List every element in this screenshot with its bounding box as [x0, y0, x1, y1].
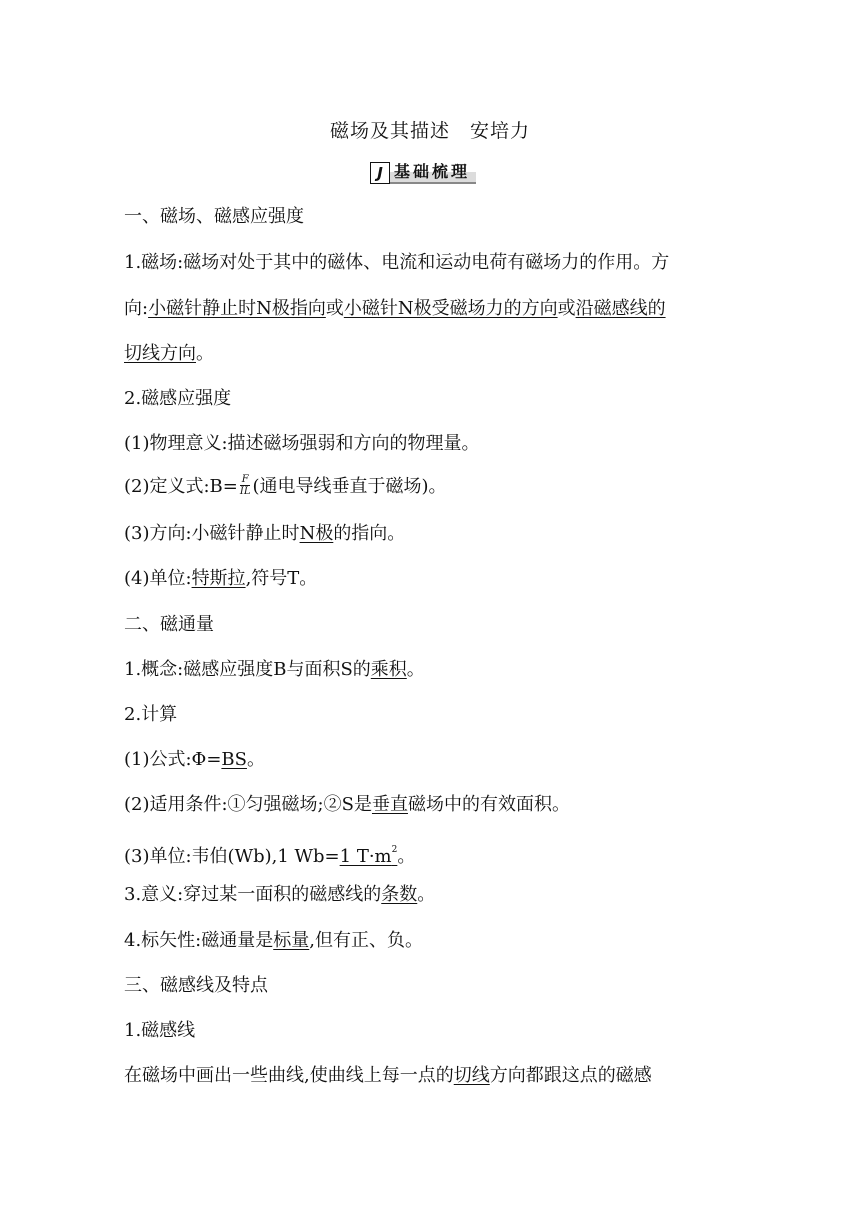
flux-scalar — [124, 929, 423, 953]
underlined-answer — [340, 846, 398, 867]
text: 。 — [397, 846, 416, 867]
underlined-answer: 条数 — [381, 884, 418, 905]
text: (3)单位:韦伯(Wb),1 Wb= — [124, 846, 340, 867]
underlined-answer: 小磁针N极受磁场力的方向 — [343, 298, 558, 319]
text: 。 — [417, 884, 436, 905]
text: 1 T·m — [339, 846, 392, 867]
badge-letter: J — [370, 162, 390, 184]
field-lines-definition — [124, 1064, 652, 1088]
flux-meaning — [124, 883, 435, 907]
text: 4.标矢性:磁通量是 — [124, 930, 274, 951]
paragraph-magnetic-field-line1: 1.磁场:磁场对处于其中的磁体、电流和运动电荷有磁场力的作用。方 — [124, 252, 670, 273]
text: (3)方向:小磁针静止时 — [124, 523, 300, 544]
section-heading-2: 二、磁通量 — [124, 614, 214, 635]
text: (4)单位: — [124, 568, 192, 589]
text: (通电导线垂直于磁场)。 — [252, 476, 447, 497]
subheading-magnetic-induction: 2.磁感应强度 — [124, 388, 232, 409]
text: 在磁场中画出一些曲线,使曲线上每一点的 — [124, 1065, 454, 1086]
subheading-calculation: 2.计算 — [124, 704, 178, 725]
subheading-field-lines: 1.磁感线 — [124, 1020, 196, 1041]
superscript: 2 — [391, 845, 398, 855]
text: 。 — [196, 343, 214, 364]
text: 1.概念:磁感应强度B与面积S的 — [124, 659, 371, 680]
text: 或 — [557, 298, 576, 319]
numerator: F — [241, 473, 249, 485]
applicable-conditions — [124, 793, 570, 817]
paragraph-magnetic-field-line3 — [124, 342, 214, 366]
text: 方向都跟这点的磁感 — [489, 1065, 652, 1086]
text: (2)定义式:B= — [124, 476, 238, 497]
denominator: IL — [239, 485, 251, 497]
direction — [124, 522, 405, 546]
underlined-answer: 垂直 — [371, 794, 408, 815]
underlined-answer: 标量 — [273, 930, 310, 951]
paragraph-magnetic-field-line2 — [124, 297, 666, 321]
text: 或 — [325, 298, 344, 319]
fraction-f-over-il — [240, 474, 251, 497]
underlined-answer: 切线 — [453, 1065, 490, 1086]
section-heading-1: 一、磁场、磁感应强度 — [124, 206, 304, 227]
text: 磁场中的有效面积。 — [407, 794, 570, 815]
section-badge — [370, 162, 476, 184]
text: 。 — [246, 749, 265, 770]
flux-concept — [124, 658, 425, 682]
page-title: 磁场及其描述 安培力 — [329, 120, 530, 142]
underlined-answer: 乘积 — [370, 659, 407, 680]
text: ,但有正、负。 — [309, 930, 423, 951]
text: (1)公式:Φ= — [124, 749, 222, 770]
physical-meaning: (1)物理意义:描述磁场强弱和方向的物理量。 — [124, 433, 480, 454]
definition-formula — [124, 475, 447, 499]
text: 向: — [124, 298, 149, 319]
underlined-answer: BS — [221, 749, 247, 770]
flux-unit — [124, 838, 415, 869]
flux-formula — [124, 748, 265, 772]
text: (2)适用条件:①匀强磁场;②S是 — [124, 794, 372, 815]
unit — [124, 567, 317, 591]
text: 的指向。 — [333, 523, 406, 544]
badge-text: 基础梳理 — [390, 162, 476, 184]
underlined-answer: 特斯拉 — [191, 568, 246, 589]
text: ,符号T。 — [245, 568, 318, 589]
underlined-answer: 小磁针静止时N极指向 — [148, 298, 326, 319]
text: 3.意义:穿过某一面积的磁感线的 — [124, 884, 382, 905]
section-heading-3: 三、磁感线及特点 — [124, 975, 268, 996]
underlined-answer: 切线方向 — [124, 343, 196, 364]
underlined-answer: 沿磁感线的 — [575, 298, 666, 319]
text: 。 — [406, 659, 425, 680]
underlined-answer: N极 — [299, 523, 334, 544]
